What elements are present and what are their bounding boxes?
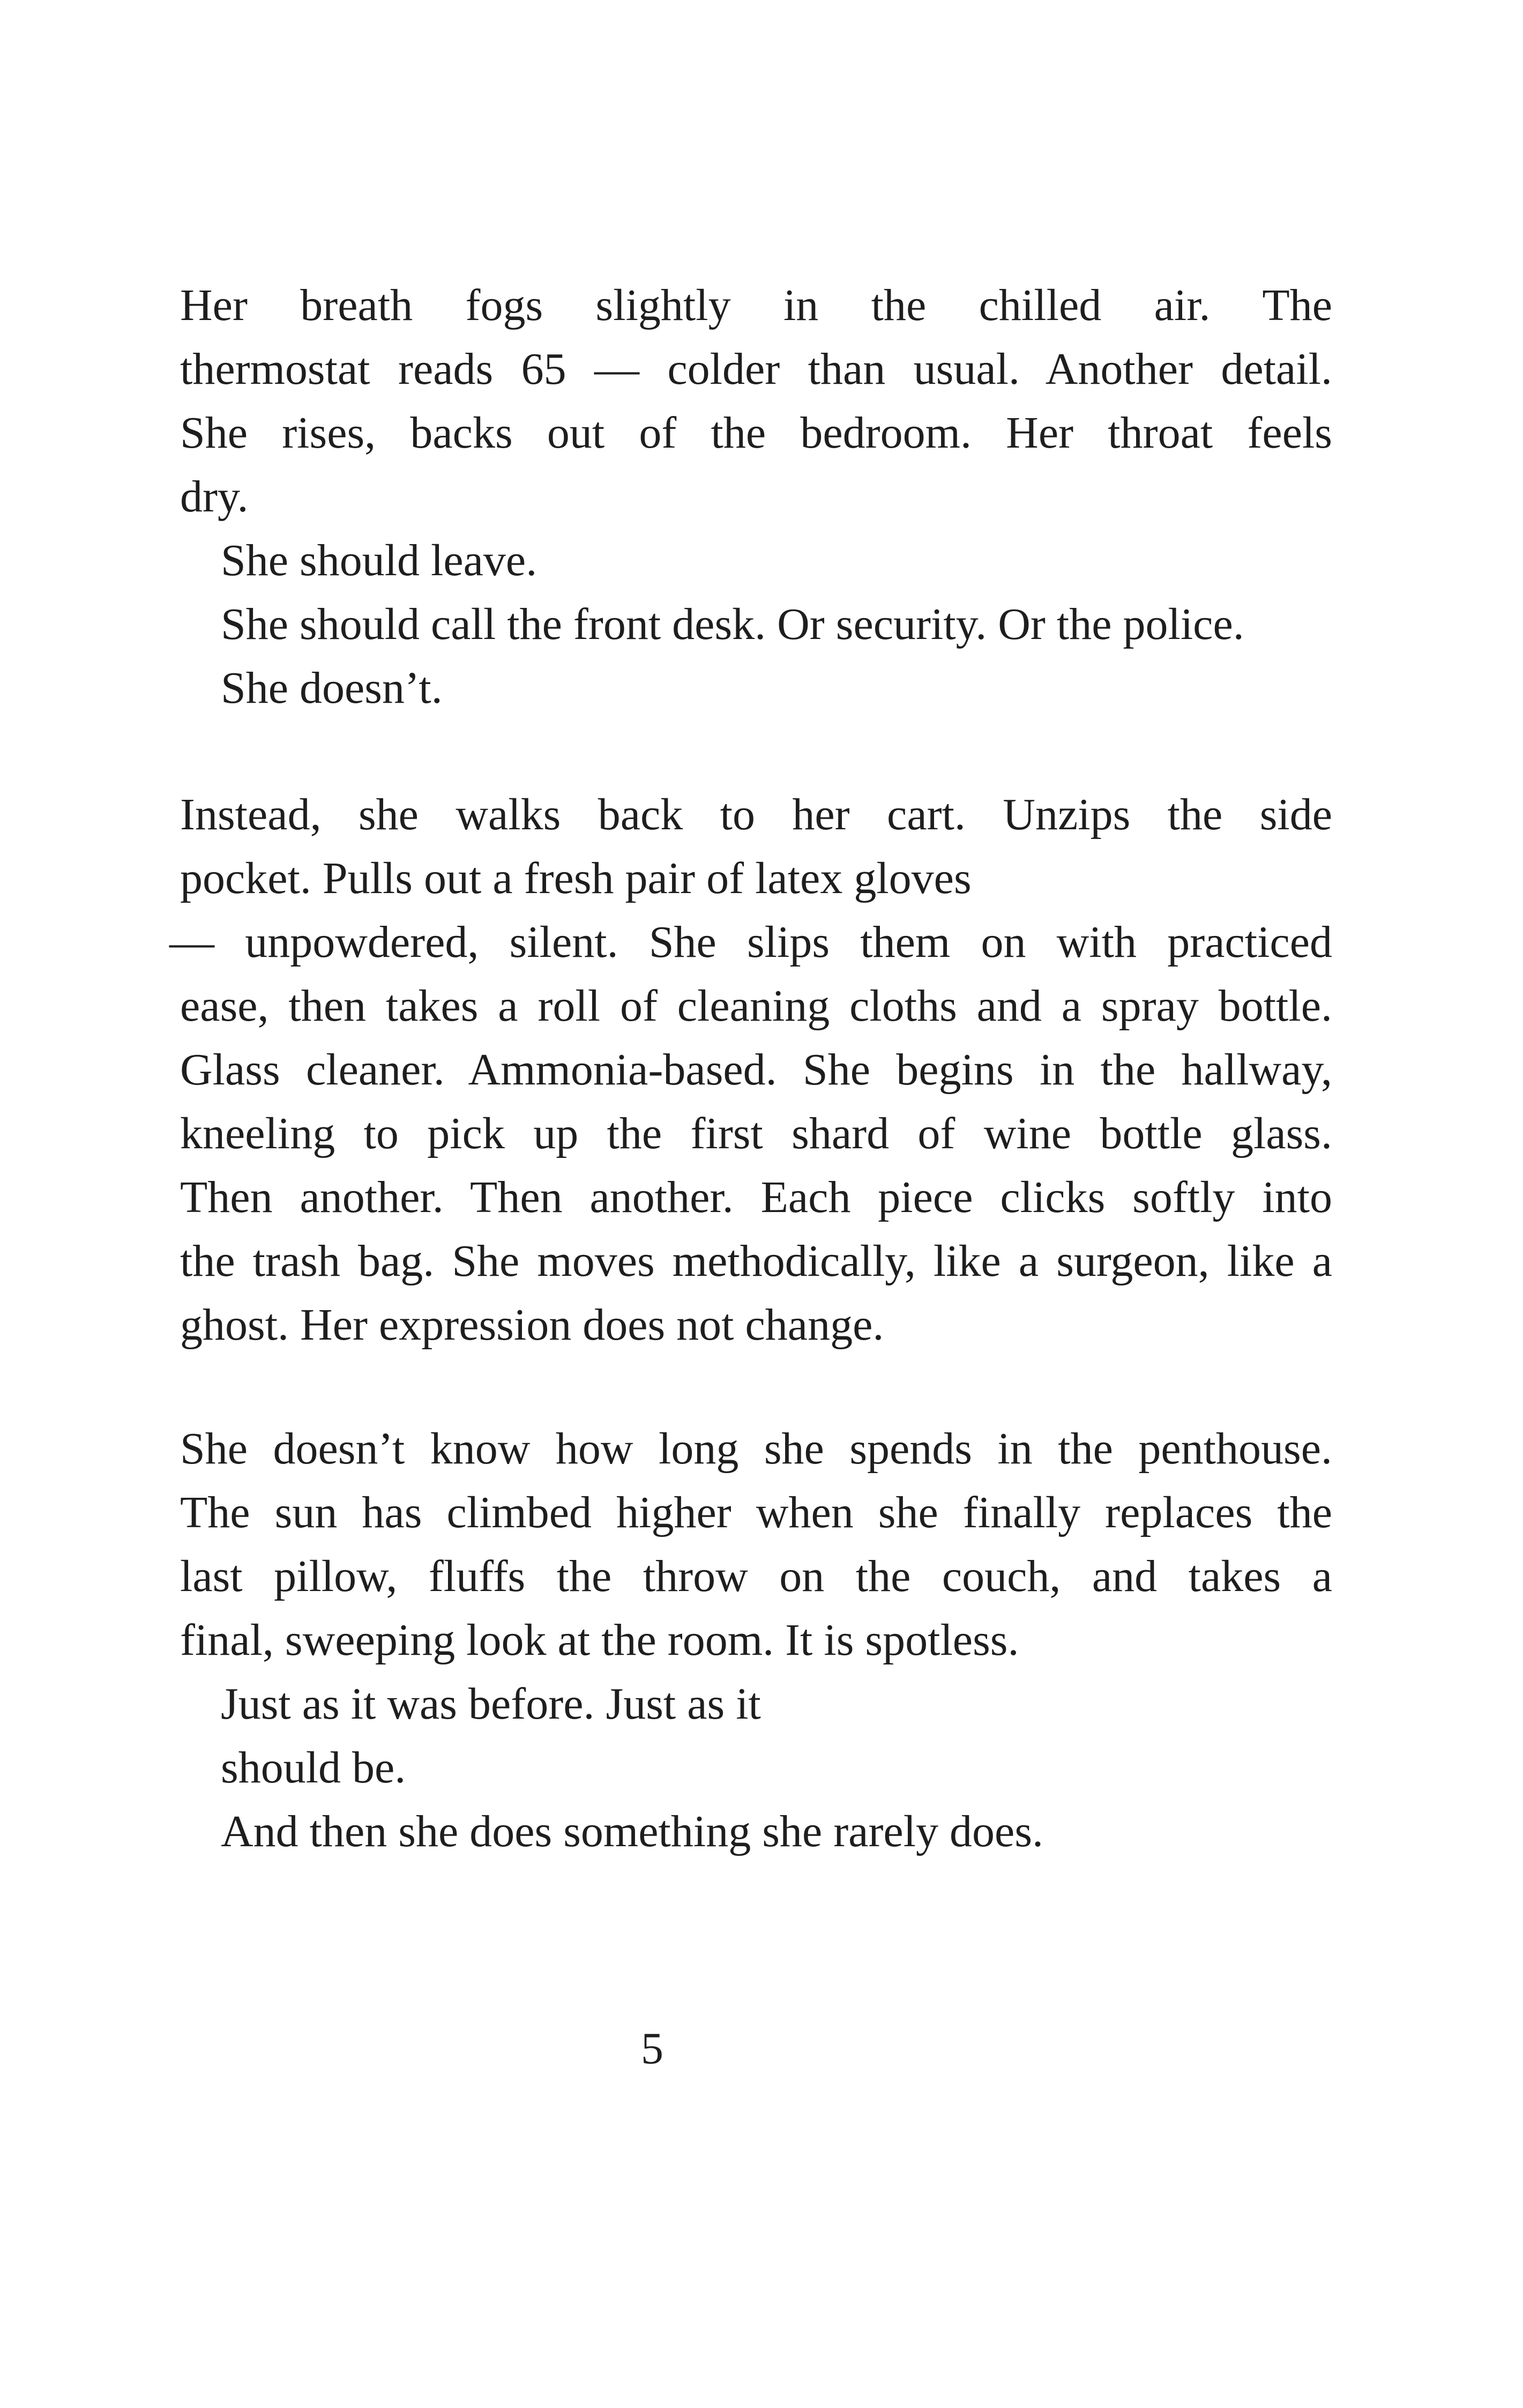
text-line: dry. xyxy=(180,472,249,522)
page-number: 5 xyxy=(641,2024,663,2073)
text-line: She doesn’t know how long she spends in the penthouse. xyxy=(180,1424,1332,1474)
text-line: ease, then takes a roll of cleaning cloths and a spray bottle. xyxy=(180,981,1332,1031)
text-line: last pillow, fluffs the throw on the couch, and takes a xyxy=(180,1551,1332,1601)
paragraph xyxy=(180,273,1332,529)
paragraph xyxy=(180,1417,1332,1672)
text-line: Instead, she walks back to her cart. Unzips the side xyxy=(180,790,1332,839)
text-line: She rises, backs out of the bedroom. Her throat feels xyxy=(180,408,1332,458)
indented-line: She doesn’t. xyxy=(221,663,443,713)
text-line: final, sweeping look at the room. It is spotless. xyxy=(180,1615,1019,1665)
text-line: thermostat reads 65 — colder than usual. Another detail. xyxy=(180,344,1332,394)
text-line: Glass cleaner. Ammonia-based. She begins in the hallway, xyxy=(180,1045,1332,1095)
text-line: Then another. Then another. Each piece clicks softly into xyxy=(180,1172,1332,1222)
text-line: Her breath fogs slightly in the chilled air. The xyxy=(180,280,1332,330)
text-line: The sun has climbed higher when she finally replaces the xyxy=(180,1488,1332,1537)
indented-line: should be. xyxy=(221,1743,406,1793)
paragraph-group-3 xyxy=(180,1417,1332,1863)
indented-line: She should call the front desk. Or security. Or the police. xyxy=(221,599,1244,649)
indented-line: She should leave. xyxy=(221,536,537,585)
text-line: pocket. Pulls out a fresh pair of latex gloves xyxy=(180,853,972,903)
text-line: kneeling to pick up the first shard of wine bottle glass. xyxy=(180,1109,1332,1158)
indented-line: And then she does something she rarely does. xyxy=(221,1807,1044,1856)
paragraph xyxy=(169,783,1332,1357)
text-line: the trash bag. She moves methodically, like a surgeon, like a xyxy=(180,1236,1332,1286)
indented-line: Just as it was before. Just as it xyxy=(221,1679,761,1729)
paragraph-group-2 xyxy=(169,783,1332,1357)
paragraph-group-1 xyxy=(180,273,1332,720)
text-line: — unpowdered, silent. She slips them on with practiced xyxy=(169,917,1332,967)
text-line: ghost. Her expression does not change. xyxy=(180,1300,884,1350)
